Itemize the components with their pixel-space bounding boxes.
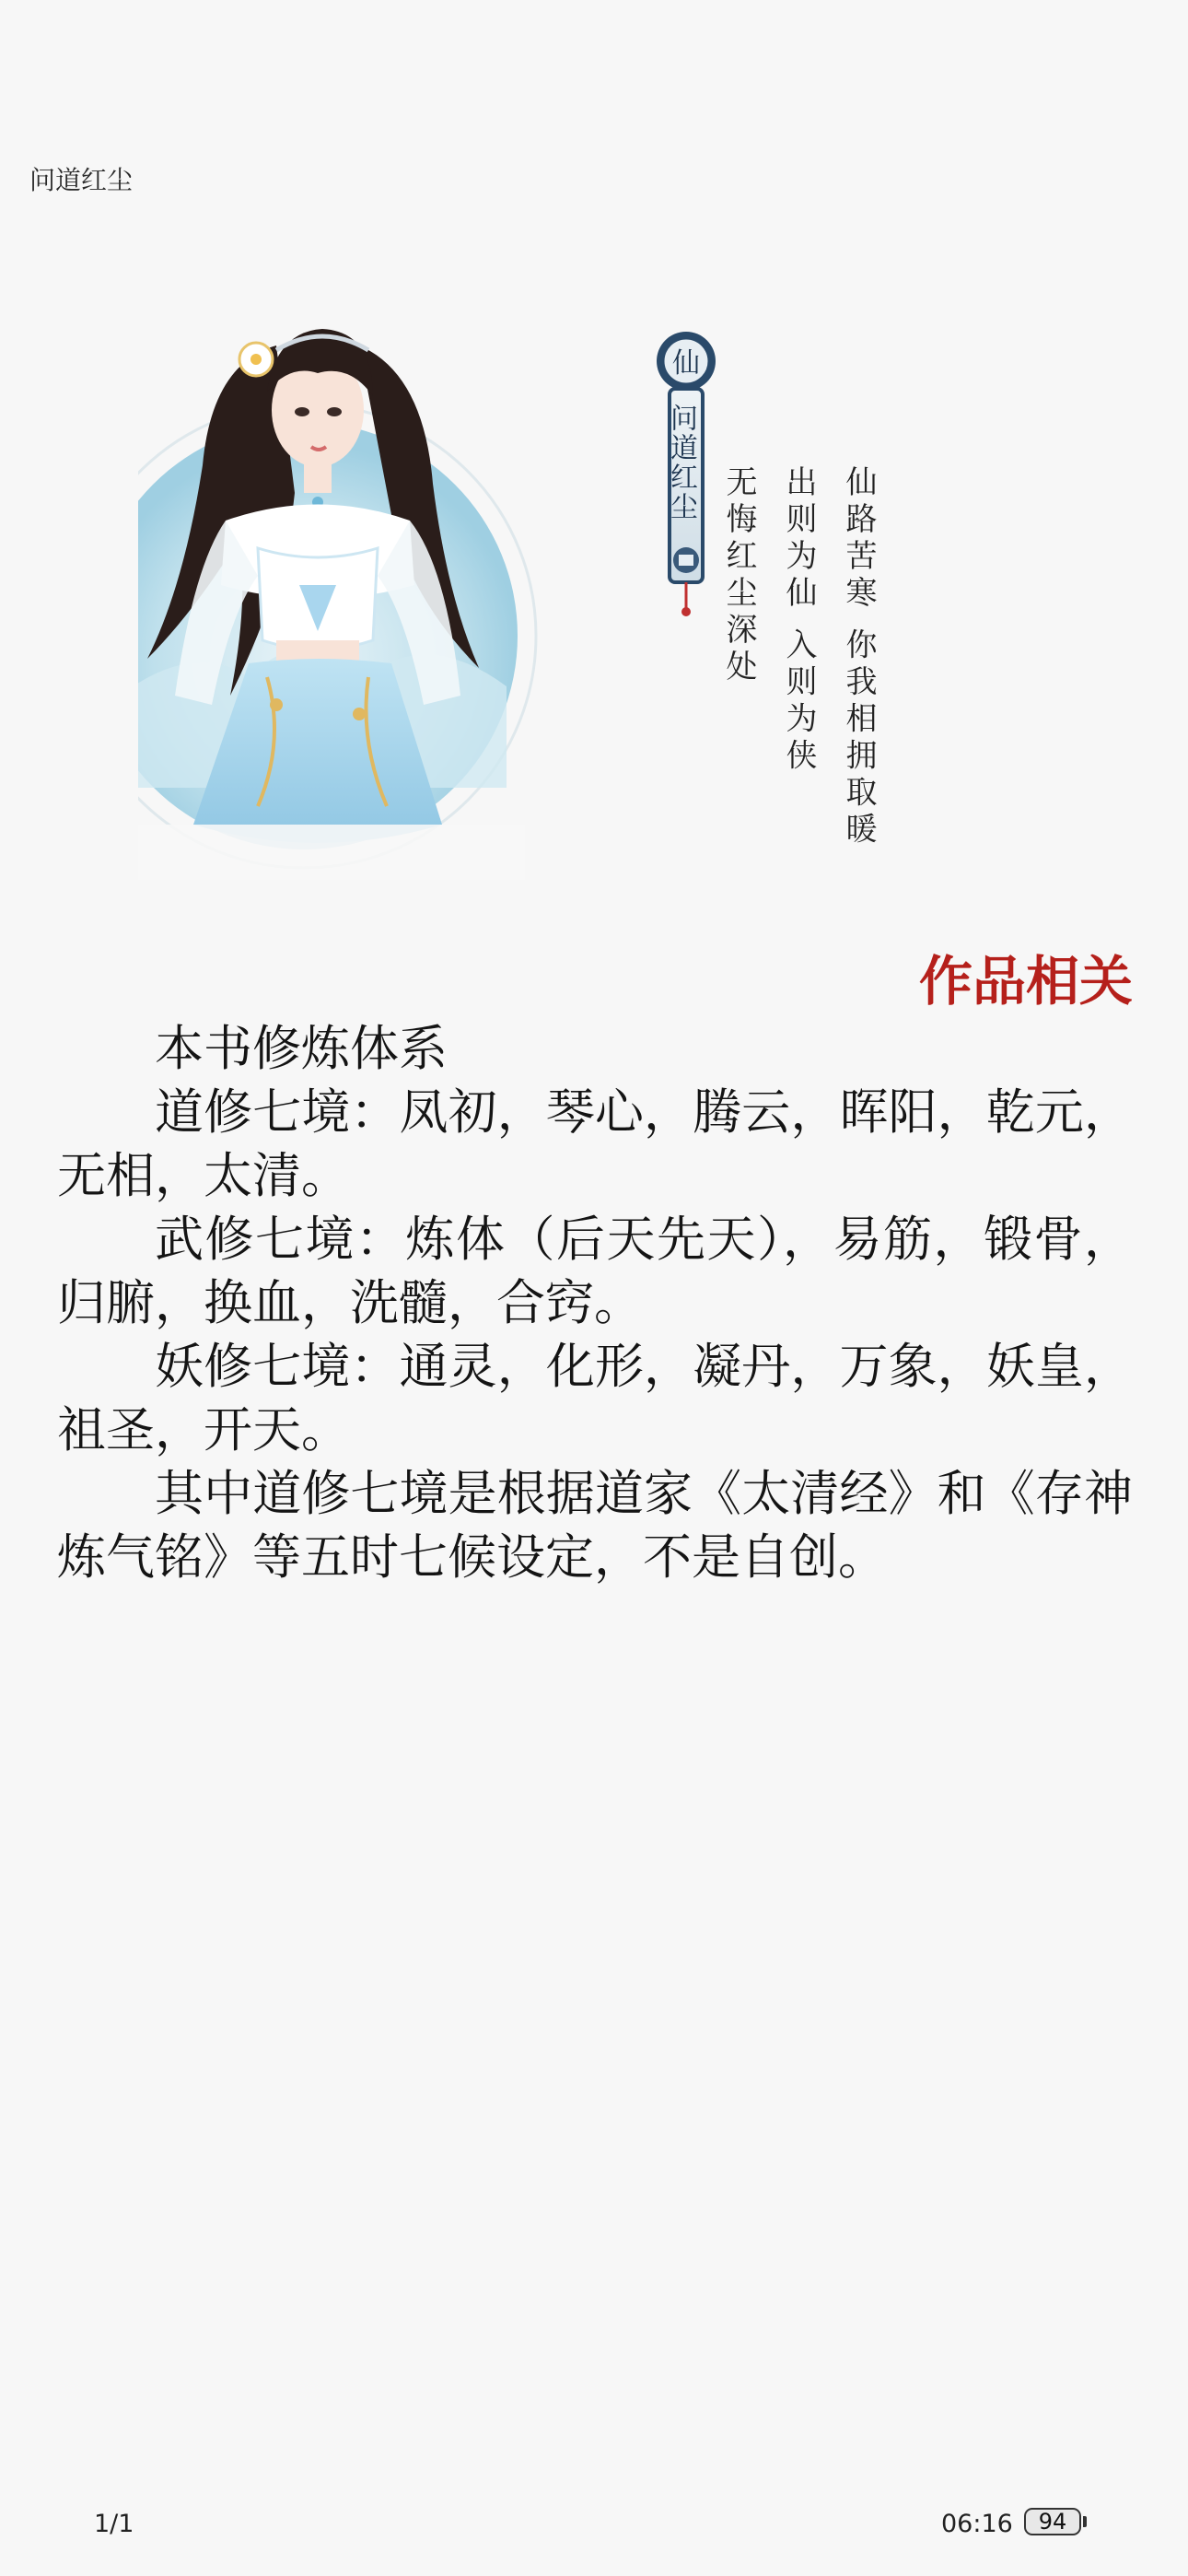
seal-char: 仙 [672,347,700,380]
cover-illustration [138,309,903,880]
battery-icon: 94 [1024,2508,1081,2535]
battery-tip-icon [1083,2516,1087,2527]
paragraph: 本书修炼体系 [155,1021,448,1077]
paragraph: 其中道修七境是根据道家《太清经》和《存神炼气铭》等五时七候设定，不是自创。 [57,1466,1133,1586]
book-title: 问道红尘 [29,165,134,195]
poem-line-2: 出则为仙 入则为侠 [780,465,817,776]
paragraph: 武修七境：炼体（后天先天），易筋，锻骨，归腑，换血，洗髓，合窍。 [57,1212,1133,1331]
poem-line-3: 无悔红尘深处 [720,465,757,686]
paragraph: 道修七境：凤初，琴心，腾云，晖阳，乾元，无相，太清。 [57,1084,1133,1204]
paragraph: 妖修七境：通灵，化形，凝丹，万象，妖皇，祖圣，开天。 [57,1339,1133,1458]
chapter-content [57,1017,1133,1589]
clock-time: 06:16 [941,2510,1013,2538]
chapter-title: 作品相关 [918,950,1133,1013]
poem-line-1: 仙路苦寒 你我相拥取暖 [840,465,877,849]
page-indicator: 1/1 [94,2510,134,2538]
seal-text: 问道红尘 [665,404,697,521]
